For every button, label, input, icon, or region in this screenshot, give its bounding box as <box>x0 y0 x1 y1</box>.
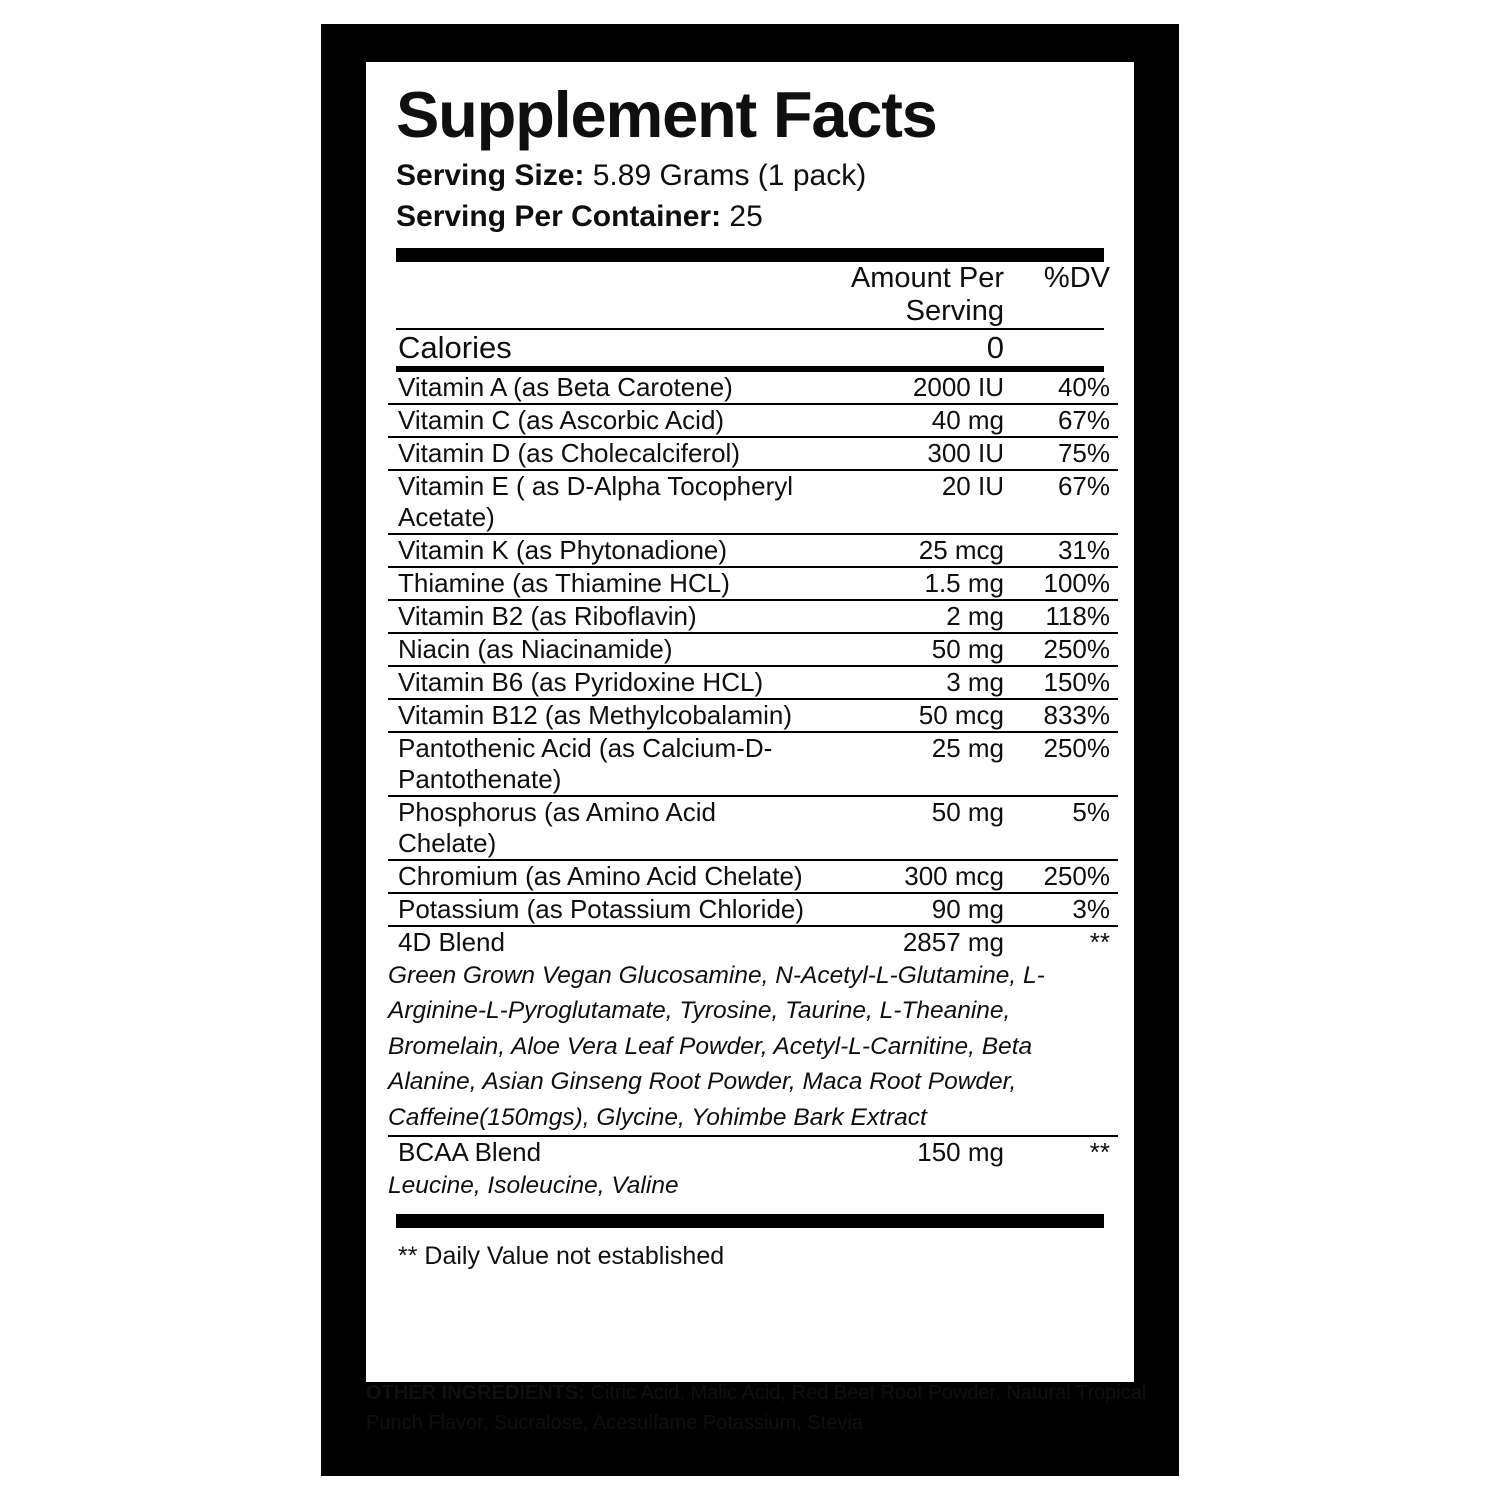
nutrient-dv: 31% <box>1018 534 1118 567</box>
nutrient-amount: 50 mcg <box>818 699 1018 732</box>
table-row <box>388 699 1118 732</box>
nutrient-name: Phosphorus (as Amino Acid Chelate) <box>388 796 818 860</box>
nutrient-dv: 67% <box>1018 404 1118 437</box>
nutrient-name: Pantothenic Acid (as Calcium-D-Pantothenate) <box>388 732 818 796</box>
nutrient-name: Vitamin D (as Cholecalciferol) <box>388 437 818 470</box>
nutrient-dv: 5% <box>1018 796 1118 860</box>
table-row <box>388 666 1118 699</box>
calories-dv <box>1018 330 1118 366</box>
blend-ingredients: Leucine, Isoleucine, Valine <box>388 1172 679 1200</box>
table-row <box>388 732 1118 796</box>
nutrient-amount: 1.5 mg <box>818 567 1018 600</box>
table-row <box>388 893 1118 926</box>
nutrient-amount: 3 mg <box>818 666 1018 699</box>
nutrient-dv: 75% <box>1018 437 1118 470</box>
nutrient-dv: 250% <box>1018 633 1118 666</box>
divider-thick-bottom <box>396 1214 1104 1228</box>
nutrient-amount: 20 IU <box>818 470 1018 534</box>
nutrient-name: Vitamin K (as Phytonadione) <box>388 534 818 567</box>
blend-name: BCAA Blend <box>398 1137 542 1168</box>
serving-per-container-line <box>388 196 1112 237</box>
other-ingredients <box>366 1378 1166 1438</box>
serving-size-value: 5.89 Grams (1 pack) <box>592 159 867 192</box>
serving-per-container-value: 25 <box>729 200 763 234</box>
table-row-blend <box>388 926 1118 958</box>
nutrient-dv: 118% <box>1018 600 1118 633</box>
nutrient-amount: 50 mg <box>818 633 1018 666</box>
facts-header-table <box>388 262 1118 328</box>
table-row <box>388 796 1118 860</box>
nutrient-dv: 150% <box>1018 666 1118 699</box>
nutrient-dv: 833% <box>1018 699 1118 732</box>
serving-size-line <box>388 155 1112 196</box>
nutrient-name: Vitamin B12 (as Methylcobalamin) <box>388 699 818 732</box>
nutrient-name: Vitamin B6 (as Pyridoxine HCL) <box>388 666 818 699</box>
table-row <box>388 372 1118 404</box>
table-row <box>388 437 1118 470</box>
table-row-blend <box>388 1136 1118 1168</box>
other-ingredients-value: Citric Acid, Malic Acid, Red Beet Root Powder, Natural Tropical Punch Flavor, Sucralose, Acesulfame Potassium, Stevia <box>366 1382 1147 1434</box>
serving-size-label: Serving Size: <box>396 159 585 192</box>
nutrient-amount: 25 mcg <box>818 534 1018 567</box>
other-ingredients-label: OTHER INGREDIENTS: <box>366 1382 585 1404</box>
table-row <box>388 404 1118 437</box>
blend-dv: ** <box>1089 1137 1110 1168</box>
table-header-row <box>388 262 1118 328</box>
nutrient-amount: 300 mcg <box>818 860 1018 893</box>
table-row <box>388 470 1118 534</box>
nutrient-dv: 100% <box>1018 567 1118 600</box>
table-row <box>388 600 1118 633</box>
calories-amount: 0 <box>986 329 1004 365</box>
nutrient-name: Niacin (as Niacinamide) <box>388 633 818 666</box>
blend-name: 4D Blend <box>398 926 505 957</box>
nutrient-name: Vitamin A (as Beta Carotene) <box>388 372 818 404</box>
nutrient-name: Vitamin E ( as D-Alpha Tocopheryl Acetate) <box>388 470 818 534</box>
table-row <box>388 534 1118 567</box>
blend-ingredients: Green Grown Vegan Glucosamine, N-Acetyl-L-Glutamine, L-Arginine-L-Pyroglutamate, Tyrosine, Taurine, L-Theanine, Bromelain, Aloe Vera Leaf Powder, Acetyl-L-Carnitine, Beta Alanine, Asian Ginseng Root Powder, Maca Root Powder, Caffeine(150mgs), Glycine, Yohimbe Bark Extract <box>388 958 1118 1137</box>
column-header-dv: %DV <box>1043 261 1110 294</box>
nutrient-amount: 90 mg <box>818 893 1018 926</box>
blend-amount: 150 mg <box>917 1137 1004 1168</box>
serving-per-container-label: Serving Per Container: <box>396 200 722 234</box>
nutrient-name: Potassium (as Potassium Chloride) <box>388 893 818 926</box>
nutrient-dv: 67% <box>1018 470 1118 534</box>
label-black-panel <box>321 24 1179 1476</box>
blend-amount: 2857 mg <box>902 926 1004 957</box>
nutrient-amount: 2000 IU <box>818 372 1018 404</box>
daily-value-footnote: ** Daily Value not established <box>398 1241 725 1270</box>
nutrient-name: Vitamin C (as Ascorbic Acid) <box>388 404 818 437</box>
nutrient-dv: 250% <box>1018 860 1118 893</box>
nutrient-amount: 50 mg <box>818 796 1018 860</box>
column-header-name <box>388 262 818 328</box>
supplement-facts-label <box>366 62 1134 1382</box>
calories-label: Calories <box>398 329 512 365</box>
table-row <box>388 860 1118 893</box>
nutrient-amount: 300 IU <box>818 437 1018 470</box>
nutrients-table <box>388 372 1118 1204</box>
nutrient-dv: 250% <box>1018 732 1118 796</box>
column-header-amount: Amount Per Serving <box>850 261 1004 327</box>
nutrient-name: Chromium (as Amino Acid Chelate) <box>388 860 818 893</box>
calories-table <box>388 330 1118 366</box>
nutrient-amount: 2 mg <box>818 600 1018 633</box>
table-row <box>388 567 1118 600</box>
nutrient-name: Thiamine (as Thiamine HCL) <box>388 567 818 600</box>
blend-ingredients-row <box>388 1168 1118 1204</box>
blend-dv: ** <box>1089 926 1110 957</box>
blend-ingredients-row <box>388 958 1118 1137</box>
nutrient-dv: 3% <box>1018 893 1118 926</box>
nutrient-amount: 40 mg <box>818 404 1018 437</box>
table-row <box>388 633 1118 666</box>
nutrient-amount: 25 mg <box>818 732 1018 796</box>
divider-thick-top <box>396 248 1104 262</box>
page-title: Supplement Facts <box>396 78 937 151</box>
nutrient-dv: 40% <box>1018 372 1118 404</box>
nutrient-name: Vitamin B2 (as Riboflavin) <box>388 600 818 633</box>
table-row-calories <box>388 330 1118 366</box>
